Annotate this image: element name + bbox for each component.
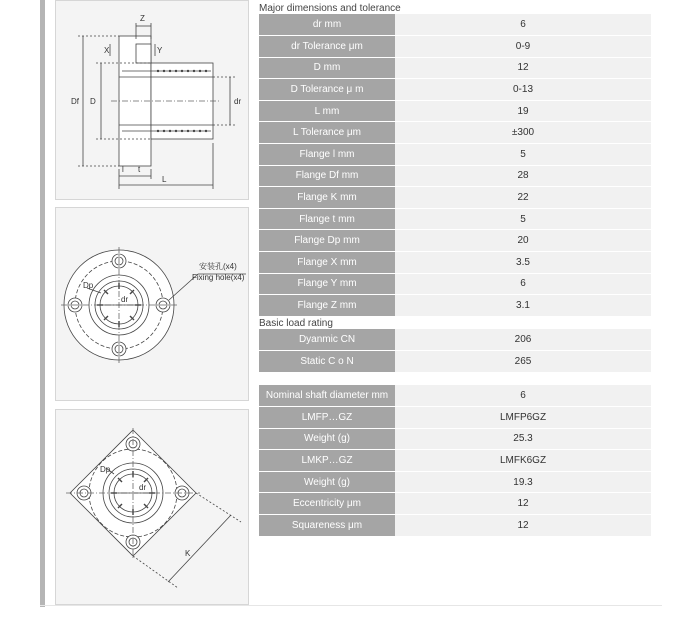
table-row bbox=[259, 351, 651, 373]
value-cell: 19 bbox=[395, 100, 651, 122]
label-z: Z bbox=[140, 14, 145, 23]
param-cell: L mm bbox=[259, 100, 395, 122]
value-cell: 22 bbox=[395, 187, 651, 209]
param-cell: Flange Df mm bbox=[259, 165, 395, 187]
table-row bbox=[259, 493, 651, 515]
param-cell: Weight (g) bbox=[259, 471, 395, 493]
label-dp: Dp bbox=[83, 281, 94, 290]
table-row bbox=[259, 230, 651, 252]
value-cell: 3.5 bbox=[395, 252, 651, 274]
value-cell: 19.3 bbox=[395, 471, 651, 493]
param-cell: Dyanmic CN bbox=[259, 329, 395, 351]
square-flange-svg bbox=[56, 410, 249, 605]
param-cell: Static C o N bbox=[259, 351, 395, 373]
label-dr: dr bbox=[139, 483, 147, 492]
param-cell: Flange X mm bbox=[259, 252, 395, 274]
label-dp: Dp bbox=[100, 465, 111, 474]
side-view-svg bbox=[56, 1, 249, 200]
table-row bbox=[259, 428, 651, 450]
param-cell: Nominal shaft diameter mm bbox=[259, 385, 395, 407]
value-cell: 5 bbox=[395, 208, 651, 230]
value-cell: ±300 bbox=[395, 122, 651, 144]
value-cell: 20 bbox=[395, 230, 651, 252]
table-row bbox=[259, 208, 651, 230]
param-cell: Flange Z mm bbox=[259, 295, 395, 317]
value-cell: 12 bbox=[395, 515, 651, 537]
value-cell: 28 bbox=[395, 165, 651, 187]
label-l-small: l bbox=[122, 165, 124, 174]
value-cell: 0-13 bbox=[395, 79, 651, 101]
table-row bbox=[259, 144, 651, 166]
table-row bbox=[259, 273, 651, 295]
side-view-drawing bbox=[55, 0, 249, 200]
label-k: K bbox=[185, 549, 191, 558]
param-cell: dr Tolerance μm bbox=[259, 36, 395, 58]
table-row bbox=[259, 100, 651, 122]
table-row bbox=[259, 122, 651, 144]
param-cell: L Tolerance μm bbox=[259, 122, 395, 144]
value-cell: 6 bbox=[395, 385, 651, 407]
value-cell: 6 bbox=[395, 14, 651, 36]
table-row bbox=[259, 165, 651, 187]
table-row bbox=[259, 14, 651, 36]
param-cell: Flange t mm bbox=[259, 208, 395, 230]
table-row bbox=[259, 515, 651, 537]
param-cell: LMFP…GZ bbox=[259, 407, 395, 429]
table-row bbox=[259, 385, 651, 407]
table-row bbox=[259, 187, 651, 209]
param-cell: LMKP…GZ bbox=[259, 450, 395, 472]
param-cell: D Tolerance μ m bbox=[259, 79, 395, 101]
value-cell: 3.1 bbox=[395, 295, 651, 317]
label-l-large: L bbox=[162, 175, 167, 184]
value-cell: 6 bbox=[395, 273, 651, 295]
table-row bbox=[259, 329, 651, 351]
param-cell: D mm bbox=[259, 57, 395, 79]
value-cell: 12 bbox=[395, 493, 651, 515]
label-d: D bbox=[90, 97, 96, 106]
square-flange-drawing bbox=[55, 409, 249, 605]
value-cell: 206 bbox=[395, 329, 651, 351]
table-row bbox=[259, 450, 651, 472]
label-hole-en: Fixing hole(x4) bbox=[192, 273, 245, 282]
value-cell: 5 bbox=[395, 144, 651, 166]
table-row bbox=[259, 57, 651, 79]
param-cell: Flange Y mm bbox=[259, 273, 395, 295]
label-t: t bbox=[138, 165, 141, 174]
label-y: Y bbox=[157, 46, 163, 55]
load-section-title: Basic load rating bbox=[259, 318, 333, 329]
table-row bbox=[259, 36, 651, 58]
label-dr: dr bbox=[121, 295, 129, 304]
value-cell: 265 bbox=[395, 351, 651, 373]
value-cell: LMFP6GZ bbox=[395, 407, 651, 429]
dimensions-section-title: Major dimensions and tolerance bbox=[259, 3, 401, 14]
value-cell: 0-9 bbox=[395, 36, 651, 58]
value-cell: 12 bbox=[395, 57, 651, 79]
value-cell: 25.3 bbox=[395, 428, 651, 450]
param-cell: Weight (g) bbox=[259, 428, 395, 450]
value-cell: LMFK6GZ bbox=[395, 450, 651, 472]
table-row bbox=[259, 252, 651, 274]
param-cell: Flange Dp mm bbox=[259, 230, 395, 252]
label-dr: dr bbox=[234, 97, 242, 106]
round-flange-svg bbox=[56, 208, 249, 401]
param-cell: Flange l mm bbox=[259, 144, 395, 166]
param-cell: Eccentricity μm bbox=[259, 493, 395, 515]
label-hole-cn: 安装孔(x4) bbox=[199, 262, 237, 271]
label-x: X bbox=[104, 46, 110, 55]
round-flange-drawing bbox=[55, 207, 249, 401]
table-row bbox=[259, 471, 651, 493]
param-cell: dr mm bbox=[259, 14, 395, 36]
param-cell: Squareness μm bbox=[259, 515, 395, 537]
load-rating-table bbox=[259, 329, 651, 373]
table-row bbox=[259, 79, 651, 101]
table-row bbox=[259, 295, 651, 317]
table-row bbox=[259, 407, 651, 429]
param-cell: Flange K mm bbox=[259, 187, 395, 209]
model-specs-table bbox=[259, 385, 651, 537]
bottom-divider bbox=[40, 605, 662, 606]
dimensions-table bbox=[259, 14, 651, 317]
left-border-bar bbox=[40, 0, 45, 607]
label-df: Df bbox=[71, 97, 79, 106]
